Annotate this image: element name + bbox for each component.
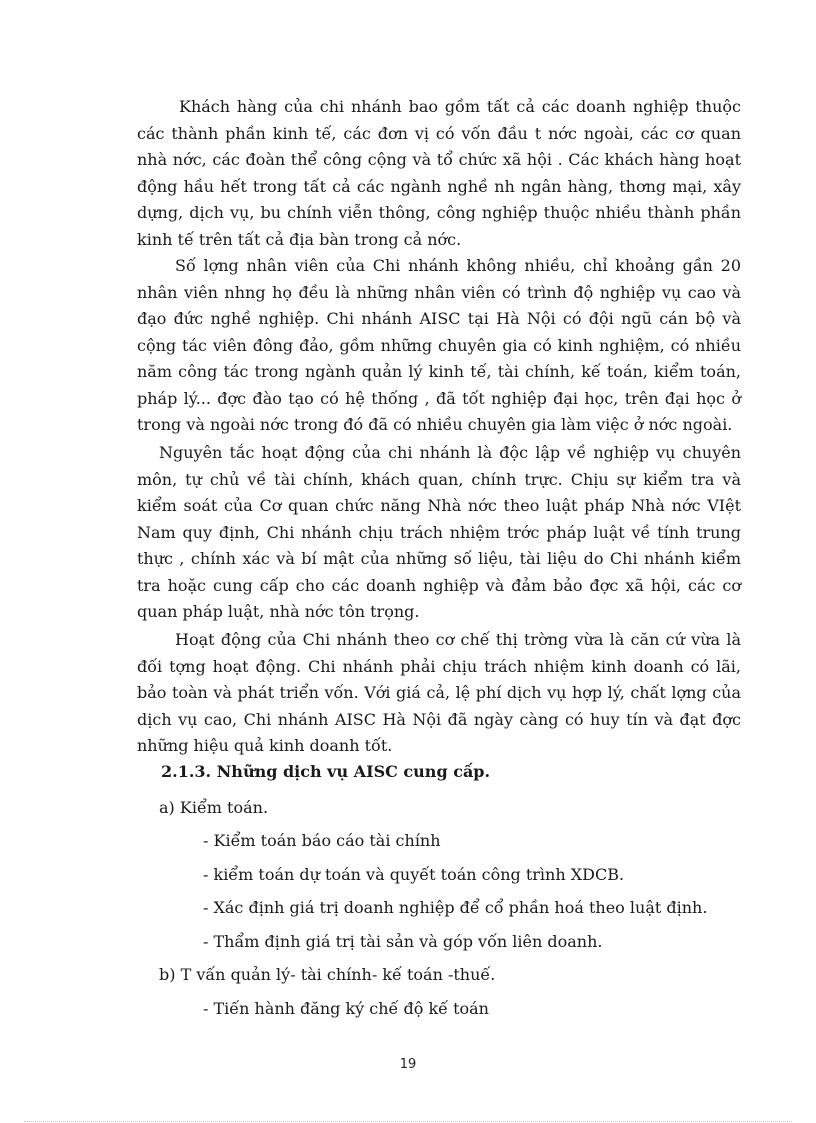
list-item: - kiểm toán dự toán và quyết toán công trình XDCB. (203, 865, 625, 884)
list-item: - Kiểm toán báo cáo tài chính (203, 831, 441, 850)
list-label-b: b) T vấn quản lý- tài chính- kế toán -thuế. (159, 965, 496, 984)
paragraph-customers: Khách hàng của chi nhánh bao gồm tất cả các doanh nghiệp thuộc các thành phần kinh tế, các đơn vị có vốn đầu t nớc ngoài, các cơ quan nhà nớc, các đoàn thể công cộng và tổ chức xã hội . Các khách hàng hoạt động hầu hết trong tất cả các ngành nghề nh ngân hàng, thơng mại, xây dựng, dịch vụ, bu chính viễn thông, công nghiệp thuộc nhiều thành phần kinh tế trên tất cả địa bàn trong cả nớc. (137, 97, 741, 249)
list-item: - Xác định giá trị doanh nghiệp để cổ phần hoá theo luật định. (203, 898, 708, 917)
paragraph-staff: Số lợng nhân viên của Chi nhánh không nhiều, chỉ khoảng gần 20 nhân viên nhng họ đều là những nhân viên có trình độ nghiệp vụ cao và đạo đức nghề nghiệp. Chi nhánh AISC tại Hà Nội có đội ngũ cán bộ và cộng tác viên đông đảo, gồm những chuyên gia có kinh nghiệm, có nhiều năm công tác trong ngành quản lý kinh tế, tài chính, kế toán, kiểm toán, pháp lý... đợc đào tạo có hệ thống , đã tốt nghiệp đại học, trên đại học ở trong và ngoài nớc trong đó đã có nhiều chuyên gia làm việc ở nớc ngoài. (137, 256, 741, 434)
paragraph-operations: Hoạt động của Chi nhánh theo cơ chế thị trờng vừa là căn cứ vừa là đối tợng hoạt động. Chi nhánh phải chịu trách nhiệm kinh doanh có lãi, bảo toàn và phát triển vốn. Với giá cả, lệ phí dịch vụ hợp lý, chất lợng của dịch vụ cao, Chi nhánh AISC Hà Nội đã ngày càng có huy tín và đạt đợc những hiệu quả kinh doanh tốt. (137, 630, 741, 755)
list-label-a: a) Kiểm toán. (159, 798, 269, 817)
section-heading: 2.1.3. Những dịch vụ AISC cung cấp. (161, 762, 491, 781)
list-item: - Tiến hành đăng ký chế độ kế toán (203, 999, 489, 1018)
paragraph-principles: Nguyên tắc hoạt động của chi nhánh là độc lập về nghiệp vụ chuyên môn, tự chủ về tài chính, khách quan, chính trực. Chịu sự kiểm tra và kiểm soát của Cơ quan chức năng Nhà nớc theo luật pháp Nhà nớc VIệt Nam quy định, Chi nhánh chịu trách nhiệm trớc pháp luật về tính trung thực , chính xác và bí mật của những số liệu, tài liệu do Chi nhánh kiểm tra hoặc cung cấp cho các doanh nghiệp và đảm bảo đợc xã hội, các cơ quan pháp luật, nhà nớc tôn trọng. (137, 443, 741, 621)
page-bottom-divider (24, 1121, 792, 1122)
list-item: - Thẩm định giá trị tài sản và góp vốn liên doanh. (203, 932, 603, 951)
page-number: 19 (399, 1057, 417, 1072)
